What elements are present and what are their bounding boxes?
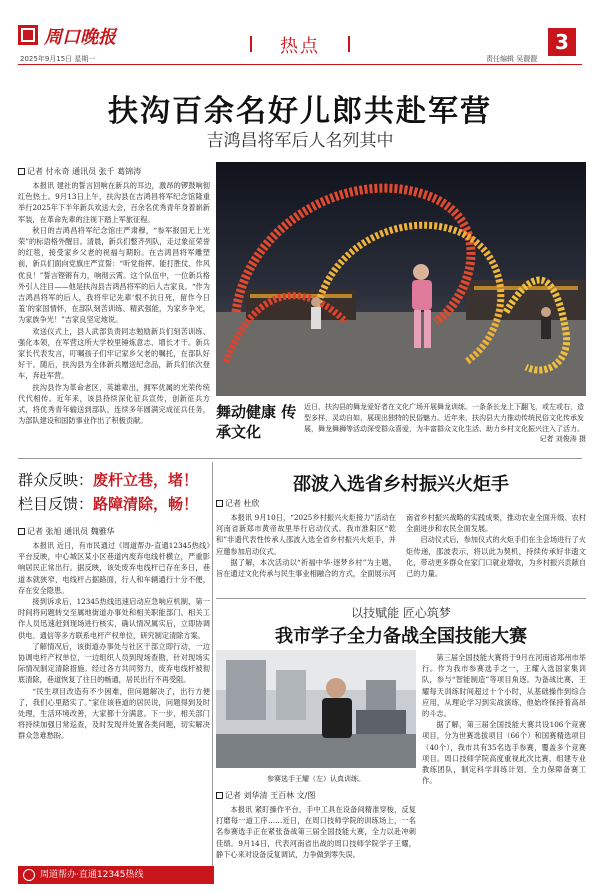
complaint-byline: 记者 张旭 通讯员 魏雅华 — [18, 526, 115, 537]
complaint-paragraph: “民生项目改造有不少困难，但问题解决了，出行方便了，我们心里踏实了。”家住该巷道的居民说，问题得到及时处理，生活环境改善，大家都十分满意。下一步，相关部门将持续加强日常巡查，及时发现并处置各类问题，切实解决群众急难愁盼。 — [18, 686, 210, 741]
phone-icon — [23, 869, 35, 881]
complaint-body — [18, 540, 210, 858]
skills-headline: 我市学子全力备战全国技能大赛 — [275, 626, 527, 647]
skills-photo-caption: 参赛选手王耀（左）认真训练。 — [267, 775, 365, 783]
skills-kicker: 以技赋能 匠心筑梦 — [351, 606, 451, 620]
village-paragraph: 据了解，本次活动以“祈福中华·逐梦乡村”为主题，旨在通过文化传承与民生事业相融合的方式，全面展示河南省乡村振兴战略的实践成果，推动农业全面升级、农村全面进步和农民全面发展。 — [216, 513, 586, 579]
complaint-paragraph: 本报讯 近日，有市民通过《周道帮办·直通12345热线》平台反映，中心城区某小区巷道内废弃电线杆横立，严重影响居民正常出行。据反映，该处废弃电线杆已存在多日，巷道本就狭窄，电线杆占据路面，行人和车辆通行十分不便，存在安全隐患。 — [18, 541, 210, 595]
village-byline: 记者 杜欣 — [216, 498, 260, 509]
village-headline: 邵波入选省乡村振兴火炬手 — [293, 474, 509, 495]
section-divider-right — [348, 36, 350, 52]
lead-paragraph: 秋日的吉鸿昌将军纪念馆庄严肃穆，“参军报国无上光荣”的标语格外醒目。清晨，新兵们整齐列队，走过象征荣誉的红毯，接受家乡父老的祝福与期盼。在吉鸿昌将军雕塑前，新兵们面向党旗庄严宣誓：“听党指挥、能打胜仗、作风优良！”誓言铿锵有力，响彻云霄。这个队伍中，一位新兵格外引人注目——他是扶沟县吉鸿昌将军的后人吉家良。“作为吉鸿昌将军的后人，我将牢记先辈‘恨不抗日死，留作今日羞’的家国情怀，在部队刻苦训练、精武强能，为家乡争光，为家族争光！”吉家良坚定地说。 — [18, 225, 210, 325]
complaint-paragraph: 了解情况后，该街道办事处与社区干部立即行动，一边协调电杆产权单位，一边组织人员到现场查勘，针对现场实际情况制定清除措施。经过各方共同努力，废弃电线杆被彻底清除，巷道恢复了往日的畅通，居民出行不再受阻。 — [18, 641, 210, 685]
byline-square-icon — [18, 168, 25, 175]
photo-caption-text: 近日，扶沟县的舞龙爱好者在文化广场开展舞龙训练。一条条长龙上下翻飞，或左或右，造型多样，灵动自如，展现出独特的民俗魅力。近年来，扶沟县大力推动传统民俗文化传承发展，舞龙舞狮等活动深受群众喜爱，为丰富群众文化生活、助力乡村文化振兴注入了活力。 — [304, 403, 584, 433]
skills-paragraph: 据了解，第三届全国技能大赛共设106个竞赛项目，分为世赛选拔项目（66个）和国赛精选项目（40个），我市共有35名选手参赛，覆盖多个竞赛项目。周口技师学院高度重视此次比赛，组建专业教练团队，制定科学训练计划，全力保障备赛工作。 — [422, 720, 586, 786]
skills-training-illustration — [216, 650, 416, 768]
skills-body-left — [216, 804, 416, 886]
editor-credits: 责任编辑 吴靓靓 — [486, 55, 538, 63]
byline-square-icon — [216, 792, 223, 799]
dragon-dance-illustration — [216, 162, 586, 396]
section-rule — [216, 598, 586, 599]
complaint-column-head: 群众反映：废杆立巷，堵！ 栏目反馈：路障清除，畅！ — [18, 471, 199, 513]
skills-body-right — [422, 652, 586, 886]
lead-headline: 扶沟百余名好儿郎共赴军营 — [108, 94, 492, 129]
lead-paragraph: 欢送仪式上，县人武部负责同志勉励新兵们刻苦训练、强化本领，在军营这所大学校里锤炼意志、增长才干。新兵家长代表发言，叮嘱孩子们牢记家乡父老的嘱托，在部队好好干。随后，扶沟县为全体新兵赠送纪念品，新兵们依次登车，奔赴军营。 — [18, 326, 210, 381]
photo-credit: 记者 刘俊涛 摄 — [539, 435, 586, 444]
village-paragraph: 启动仪式后，参加仪式的火炬手们在主会场进行了火炬传递，邵波表示，将以此为契机，持续传承好非遗文化，带动更多群众在家门口就业增收，为乡村振兴贡献自己的力量。 — [406, 535, 586, 579]
section-rule — [18, 458, 582, 459]
masthead — [0, 0, 600, 68]
photo-feature-caption — [304, 402, 586, 445]
issue-date: 2025年9月15日 星期一 — [20, 55, 96, 63]
page-number: 3 — [548, 28, 576, 56]
lead-paragraph: 扶沟县作为革命老区，英雄辈出，拥军优属的光荣传统代代相传。近年来，该县持续深化征兵宣传，创新征兵方式，将优秀青年输送到部队，连续多年圆满完成征兵任务，为部队建设和国防事业作出了积极贡献。 — [18, 382, 210, 426]
village-paragraph: 本报讯 9月10日，“2025乡村振兴火炬接力”活动在河南省新郑市黄帝故里举行启动仪式。我市淮阳区“乾和”非遗代表性传承人邵波入选全省乡村振兴火炬手，并应邀参加启动仪式。 — [216, 513, 396, 556]
lead-byline: 记者 付永奇 通讯员 张千 葛锦涛 — [18, 166, 141, 177]
skills-training-photo — [216, 650, 416, 768]
hotline-label: 周道帮办·直通12345热线 — [40, 870, 144, 880]
newspaper-logo — [18, 22, 126, 48]
lead-paragraph: 本报讯 建社的誓言回响在新兵的耳边，激昂的锣鼓响彻红色热土。9月13日上午，扶沟县在吉鸿昌将军纪念馆隆重举行2025年下半年新兵欢送大会，百余名优秀青年身着崭新军装，在革命先辈的注视下踏上军旅征程。 — [18, 181, 210, 224]
complaint-paragraph: 接到诉求后，12345热线迅速启动应急响应机制，第一时间将问题转交至属地街道办事处和相关职能部门。相关工作人员迅速赶到现场进行核实，确认情况属实后，立即协调供电、通信等多方联系电杆产权单位，研究制定清除方案。 — [18, 597, 210, 640]
column-divider — [212, 462, 213, 882]
skills-paragraph: 第三届全国技能大赛将于9月在河南省郑州市举行。作为我市参赛选手之一，王耀入选国家集训队，参与“智能制造”等项目角逐。为备战比赛，王耀每天训练时间超过十个小时，从基础操作到综合应用，从理论学习到实战演练，他始终保持着高昂的斗志。 — [422, 653, 586, 719]
lead-subheadline: 吉鸿昌将军后人名列其中 — [206, 131, 394, 151]
header-rule — [18, 64, 582, 65]
skills-paragraph: 本报讯 紧盯操作平台，手中工具在设备间精准穿梭，反复打磨每一道工序……近日，在周口技师学院的训练场上，一名名参赛选手正在紧张备战第三届全国技能大赛，全力以赴冲刺佳绩。9月14日，代表河南省出战的周口技师学院学子王耀，静下心来对设备反复调试，力争做到零失误。 — [216, 805, 416, 859]
dragon-dance-photo — [216, 162, 586, 396]
lead-body — [18, 180, 210, 430]
skills-byline: 记者 刘华清 王百林 文/图 — [216, 790, 315, 801]
logo-text: 周口晚报 — [44, 27, 116, 48]
section-name: 热点 — [280, 36, 320, 57]
byline-square-icon — [216, 500, 223, 507]
hotline-banner — [18, 866, 214, 884]
byline-square-icon — [18, 528, 25, 535]
photo-feature-title: 舞动健康 传承文化 — [216, 403, 297, 441]
village-body — [216, 512, 586, 596]
